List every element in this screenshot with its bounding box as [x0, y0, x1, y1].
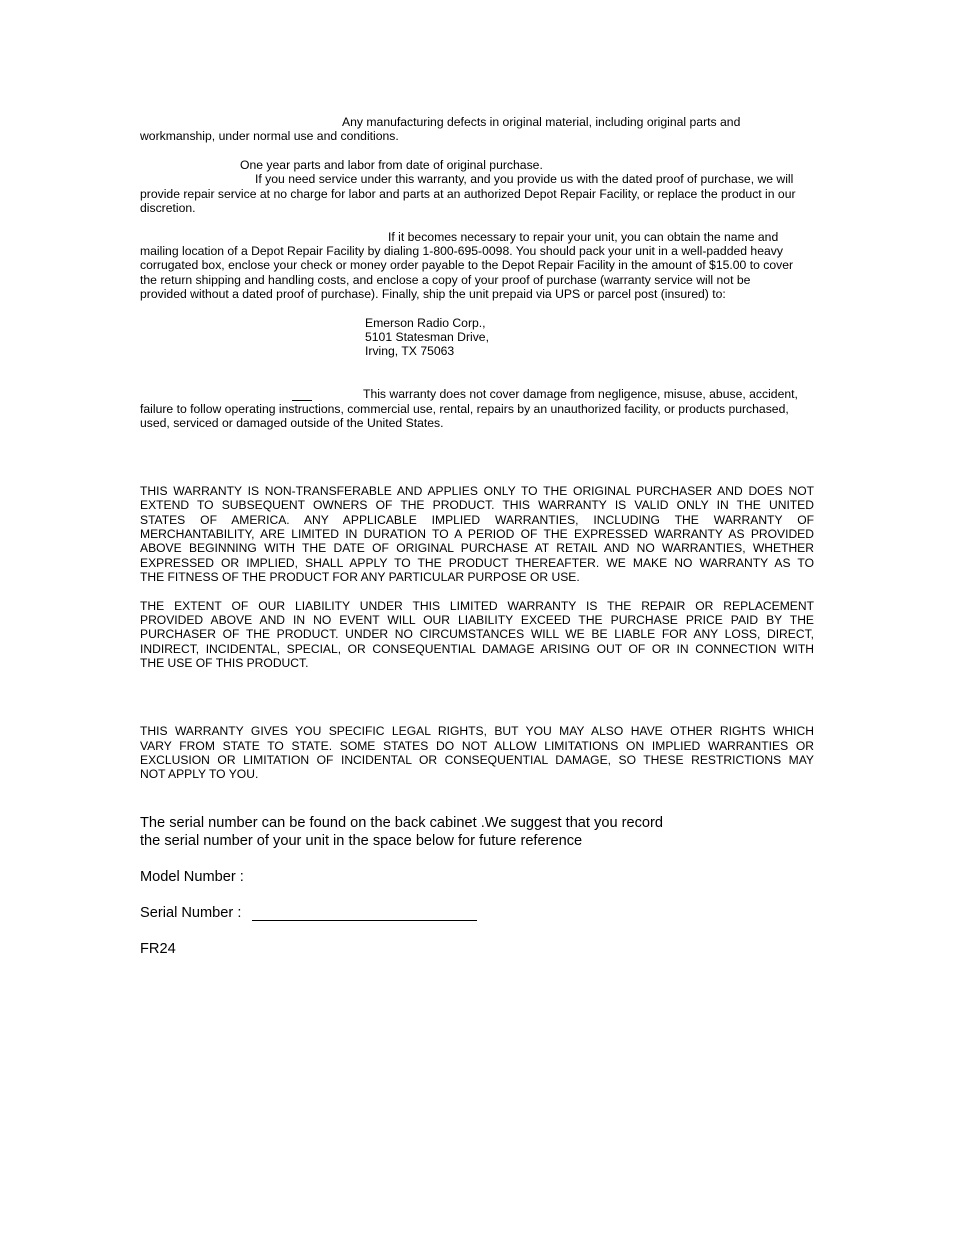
transfer-line-4: MERCHANTABILITY, ARE LIMITED IN DURATION TO A PERIOD OF THE EXPRESSED WARRANTY AS PROVIDED — [140, 527, 814, 541]
liability-line-5: THE USE OF THIS PRODUCT. — [140, 656, 309, 670]
transfer-line-5: ABOVE BEGINNING WITH THE DATE OF ORIGINAL PURCHASE AT RETAIL AND NO WARRANTIES, WHETHER — [140, 541, 814, 555]
model-code: FR24 — [140, 941, 176, 957]
transfer-line-7: THE FITNESS OF THE PRODUCT FOR ANY PARTICULAR PURPOSE OR USE. — [140, 570, 580, 584]
exclusions-line-3: used, serviced or damaged outside of the United States. — [140, 416, 444, 430]
liability-line-4: INDIRECT, INCIDENTAL, SPECIAL, OR CONSEQUENTIAL DAMAGE ARISING OUT OF OR IN CONNECTION WITH — [140, 642, 814, 656]
service-line-5: provided without a dated proof of purchase). Finally, ship the unit prepaid via UPS or parcel post (insured) to: — [140, 287, 726, 301]
liability-line-1: THE EXTENT OF OUR LIABILITY UNDER THIS LIMITED WARRANTY IS THE REPAIR OR REPLACEMENT — [140, 599, 814, 613]
service-line-3: corrugated box, enclose your check or money order payable to the Depot Repair Facility in the amount of $15.00 to cover — [140, 258, 794, 272]
serial-note-line-2: the serial number of your unit in the space below for future reference — [140, 833, 583, 849]
period-line-1: One year parts and labor from date of original purchase. — [240, 158, 543, 172]
coverage-line-1: Any manufacturing defects in original material, including original parts and — [342, 115, 741, 129]
address-line-1: Emerson Radio Corp., — [365, 316, 486, 330]
address-line-3: Irving, TX 75063 — [365, 344, 455, 358]
liability-line-3: PURCHASER OF THE PRODUCT. UNDER NO CIRCUMSTANCES WILL WE BE LIABLE FOR ANY LOSS, DIRECT, — [140, 627, 814, 641]
exclusions-line-2: failure to follow operating instructions, commercial use, rental, repairs by an unauthorized facility, or products purchased, — [140, 402, 789, 416]
transfer-line-2: EXTEND TO SUBSEQUENT OWNERS OF THE PRODUCT. THIS WARRANTY IS VALID ONLY IN THE UNITED — [140, 498, 814, 512]
period-line-2: If you need service under this warranty, and you provide us with the dated proof of purchase, we will — [255, 172, 794, 186]
service-line-2: mailing location of a Depot Repair Facility by dialing 1-800-695-0098. You should pack your unit in a well-padded heavy — [140, 244, 783, 258]
rights-line-3: EXCLUSION OR LIMITATION OF INCIDENTAL OR CONSEQUENTIAL DAMAGE, SO THESE RESTRICTIONS MAY — [140, 753, 814, 767]
exclusion-underline — [292, 400, 312, 401]
rights-line-1: THIS WARRANTY GIVES YOU SPECIFIC LEGAL RIGHTS, BUT YOU MAY ALSO HAVE OTHER RIGHTS WHICH — [140, 724, 814, 738]
address-line-2: 5101 Statesman Drive, — [365, 330, 489, 344]
serial-number-label: Serial Number : — [140, 905, 242, 921]
liability-line-2: PROVIDED ABOVE AND IN NO EVENT WILL OUR LIABILITY EXCEED THE PURCHASE PRICE PAID BY THE — [140, 613, 814, 627]
service-line-4: the return shipping and handling costs, and enclose a copy of your proof of purchase (warranty service will not be — [140, 273, 751, 287]
coverage-line-2: workmanship, under normal use and conditions. — [140, 129, 399, 143]
period-line-4: discretion. — [140, 201, 196, 215]
serial-number-blank — [252, 920, 477, 921]
serial-note-line-1: The serial number can be found on the back cabinet .We suggest that you record — [140, 815, 663, 831]
service-line-1: If it becomes necessary to repair your unit, you can obtain the name and — [388, 230, 779, 244]
model-number-label: Model Number : — [140, 869, 244, 885]
exclusions-line-1: This warranty does not cover damage from negligence, misuse, abuse, accident, — [363, 387, 798, 401]
rights-line-2: VARY FROM STATE TO STATE. SOME STATES DO NOT ALLOW LIMITATIONS ON IMPLIED WARRANTIES OR — [140, 739, 814, 753]
period-line-3: provide repair service at no charge for labor and parts at an authorized Depot Repair Facility, or replace the product in our — [140, 187, 796, 201]
transfer-line-3: STATES OF AMERICA. ANY APPLICABLE IMPLIED WARRANTIES, INCLUDING THE WARRANTY OF — [140, 513, 814, 527]
rights-line-4: NOT APPLY TO YOU. — [140, 767, 259, 781]
transfer-line-1: THIS WARRANTY IS NON-TRANSFERABLE AND APPLIES ONLY TO THE ORIGINAL PURCHASER AND DOES NOT — [140, 484, 814, 498]
transfer-line-6: EXPRESSED OR IMPLIED, SHALL APPLY TO THE PRODUCT THEREAFTER. WE MAKE NO WARRANTY AS TO — [140, 556, 814, 570]
